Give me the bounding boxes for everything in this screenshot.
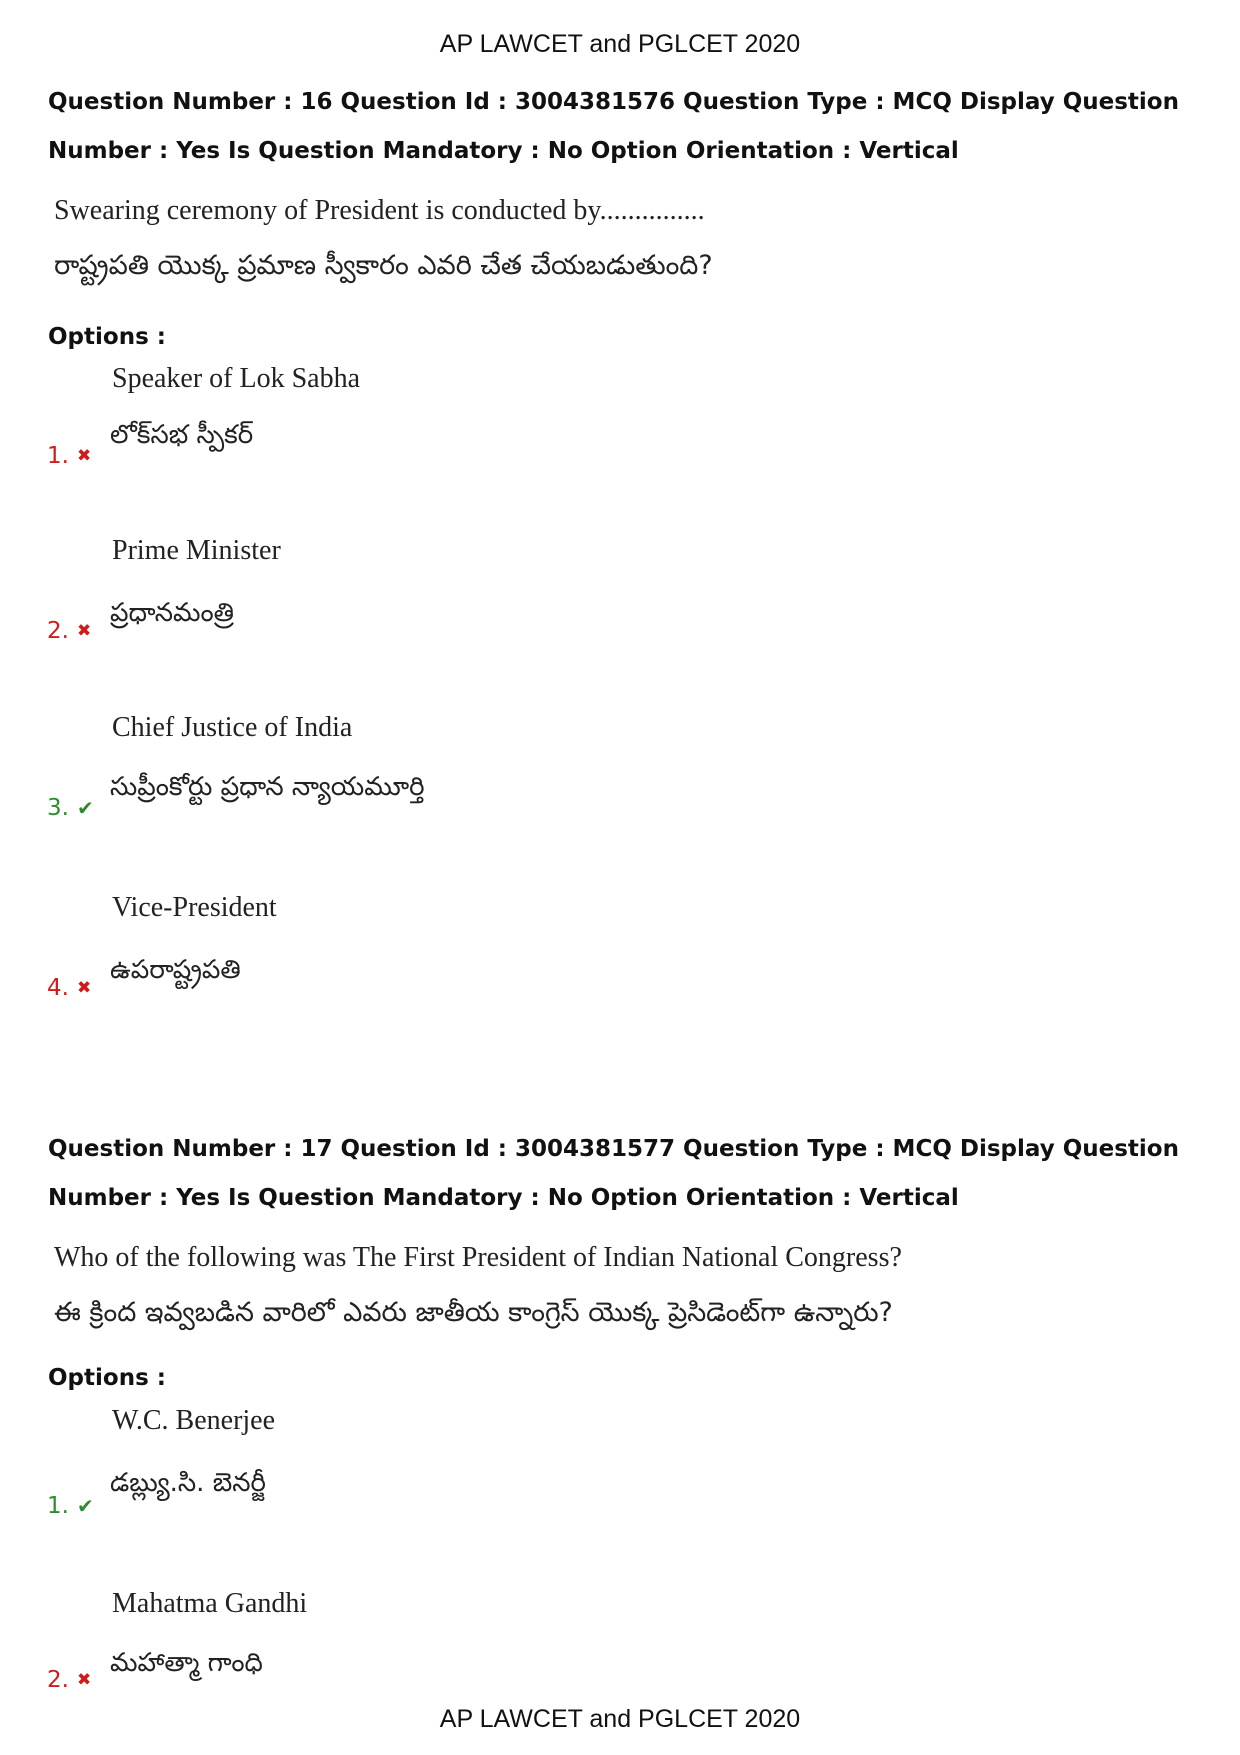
question-meta-line: Question Number : 16 Question Id : 3004381576 Question Type : MCQ Display Question (48, 89, 1179, 115)
cross-icon: ✖ (76, 446, 92, 466)
cross-icon: ✖ (76, 621, 92, 641)
page-header: AP LAWCET and PGLCET 2020 (439, 30, 801, 58)
question-16-meta (48, 78, 1208, 176)
question-meta-line: Question Number : 17 Question Id : 3004381577 Question Type : MCQ Display Question (48, 1136, 1179, 1162)
option-marker (47, 975, 91, 1001)
option-number: 3. (47, 795, 69, 821)
option-en-text: Prime Minister (112, 535, 281, 566)
option-marker (47, 618, 91, 644)
question-17-meta (48, 1125, 1208, 1223)
question-meta-line: Number : Yes Is Question Mandatory : No Option Orientation : Vertical (48, 138, 959, 164)
option-en-text: Mahatma Gandhi (112, 1588, 308, 1619)
option-number: 1. (47, 443, 69, 469)
option-marker (47, 443, 91, 469)
question-16-text-telugu: రాష్ట్రపతి యొక్క ప్రమాణ స్వీకారం ఎవరి చేత చేయబడుతుంది? (54, 250, 713, 281)
option-marker (47, 1493, 94, 1519)
option-number: 1. (47, 1493, 69, 1519)
option-en-text: Vice-President (112, 892, 277, 923)
option-marker (47, 795, 94, 821)
option-te-text: లోక్‌సభ స్పీకర్ (110, 420, 254, 450)
option-en-text: W.C. Benerjee (112, 1405, 276, 1436)
check-icon: ✔ (76, 796, 94, 820)
cross-icon: ✖ (76, 1670, 92, 1690)
check-icon: ✔ (76, 1494, 94, 1518)
question-16-text-english: Swearing ceremony of President is conducted by............... (54, 195, 705, 226)
option-en-text: Speaker of Lok Sabha (112, 363, 361, 394)
question-17-text-telugu: ఈ క్రింద ఇవ్వబడిన వారిలో ఎవరు జాతీయ కాంగ్రెస్ యొక్క ప్రెసిడెంట్‌గా ఉన్నారు? (54, 1297, 893, 1328)
option-marker (47, 1667, 91, 1693)
option-number: 2. (47, 1667, 69, 1693)
page-footer: AP LAWCET and PGLCET 2020 (439, 1705, 801, 1733)
options-label: Options : (48, 324, 166, 350)
cross-icon: ✖ (76, 978, 92, 998)
option-te-text: మహాత్మా గాంధి (110, 1648, 263, 1678)
question-meta-line: Number : Yes Is Question Mandatory : No Option Orientation : Vertical (48, 1185, 959, 1211)
option-number: 4. (47, 975, 69, 1001)
option-number: 2. (47, 618, 69, 644)
option-en-text: Chief Justice of India (112, 712, 353, 743)
option-te-text: డబ్ల్యు.సి. బెనర్జీ (110, 1468, 266, 1498)
option-te-text: ఉపరాష్ట్రపతి (110, 955, 241, 985)
question-17-text-english: Who of the following was The First President of Indian National Congress? (54, 1242, 902, 1273)
options-label: Options : (48, 1365, 166, 1391)
option-te-text: ప్రధానమంత్రి (110, 598, 234, 628)
option-te-text: సుప్రీంకోర్టు ప్రధాన న్యాయమూర్తి (110, 772, 425, 802)
